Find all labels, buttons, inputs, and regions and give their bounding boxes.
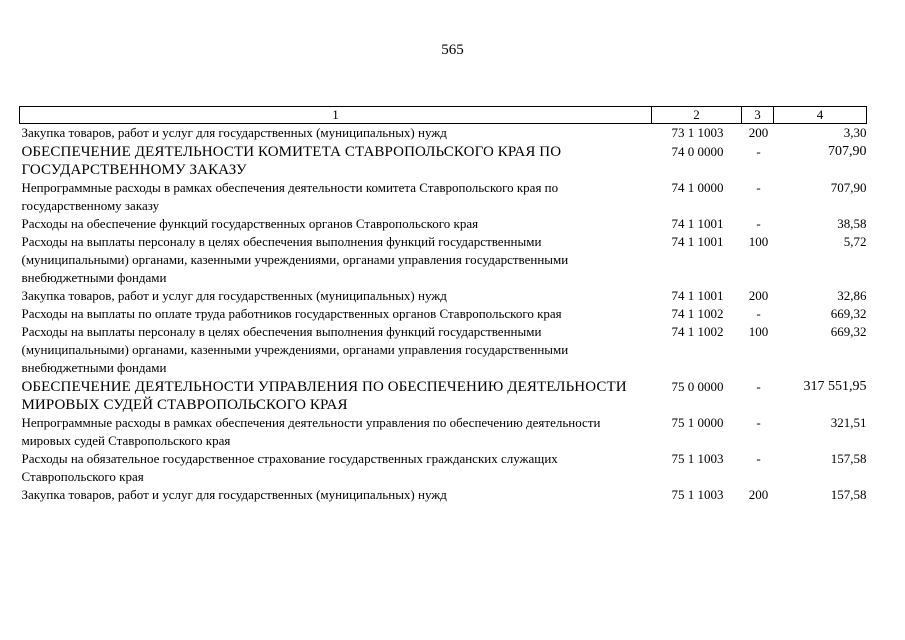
row-name-cell: Закупка товаров, работ и услуг для государственных (муниципальных) нужд bbox=[21, 125, 447, 140]
page-number: 565 bbox=[441, 42, 464, 58]
row-code-cell: 74 1 0000 bbox=[671, 180, 724, 195]
row-name-cell: Расходы на обеспечение функций государственных органов Ставропольского края bbox=[21, 216, 479, 231]
table-row bbox=[20, 179, 867, 215]
column-header-name: 1 bbox=[20, 107, 652, 124]
row-code-cell: 74 1 1002 bbox=[671, 324, 724, 339]
row-vr-cell: 100 bbox=[748, 234, 769, 249]
row-amount-cell: 317 551,95 bbox=[803, 379, 867, 394]
row-vr-cell: - bbox=[756, 144, 761, 159]
row-vr-cell: 200 bbox=[748, 125, 769, 140]
column-header-code: 2 bbox=[652, 107, 742, 124]
row-name-cell: Закупка товаров, работ и услуг для государственных (муниципальных) нужд bbox=[21, 288, 447, 303]
row-name-cell: Непрограммные расходы в рамках обеспечения деятельности комитета Ставропольского края по государственному заказу bbox=[21, 180, 559, 213]
row-vr-cell: - bbox=[756, 306, 761, 321]
row-code-cell: 74 1 1001 bbox=[671, 288, 724, 303]
row-name-cell: Непрограммные расходы в рамках обеспечения деятельности управления по обеспечению деятельности мировых судей Ставропольского края bbox=[21, 415, 601, 448]
table-row bbox=[20, 414, 867, 450]
row-amount-cell: 157,58 bbox=[830, 451, 867, 466]
row-amount-cell: 5,72 bbox=[843, 234, 867, 249]
row-code-cell: 75 1 0000 bbox=[671, 415, 724, 430]
table-row bbox=[20, 215, 867, 233]
row-name-cell: Расходы на выплаты персоналу в целях обеспечения выполнения функций государственными (муниципальными) органами, казенными учреждениями, органами управления государственными внебюджетными фондами bbox=[21, 324, 569, 375]
row-vr-cell: - bbox=[756, 379, 761, 394]
row-code-cell: 74 1 1001 bbox=[671, 216, 724, 231]
row-code-cell: 75 1 1003 bbox=[671, 487, 724, 502]
row-vr-cell: 200 bbox=[748, 288, 769, 303]
row-amount-cell: 669,32 bbox=[830, 324, 867, 339]
row-amount-cell: 707,90 bbox=[828, 144, 867, 159]
column-header-vr: 3 bbox=[742, 107, 774, 124]
table-row bbox=[20, 287, 867, 305]
row-vr-cell: 100 bbox=[748, 324, 769, 339]
row-amount-cell: 321,51 bbox=[830, 415, 867, 430]
row-code-cell: 74 1 1002 bbox=[671, 306, 724, 321]
row-vr-cell: - bbox=[756, 216, 761, 231]
column-header-amount: 4 bbox=[774, 107, 867, 124]
row-amount-cell: 3,30 bbox=[843, 125, 867, 140]
row-name-cell: Закупка товаров, работ и услуг для государственных (муниципальных) нужд bbox=[21, 487, 447, 502]
table-row bbox=[20, 305, 867, 323]
row-code-cell: 74 1 1001 bbox=[671, 234, 724, 249]
row-amount-cell: 157,58 bbox=[830, 487, 867, 502]
row-name-cell: ОБЕСПЕЧЕНИЕ ДЕЯТЕЛЬНОСТИ КОМИТЕТА СТАВРОПОЛЬСКОГО КРАЯ ПО ГОСУДАРСТВЕННОМУ ЗАКАЗУ bbox=[21, 144, 562, 178]
row-name-cell: Расходы на выплаты персоналу в целях обеспечения выполнения функций государственными (муниципальными) органами, казенными учреждениями, органами управления государственными внебюджетными фондами bbox=[21, 234, 569, 285]
row-amount-cell: 38,58 bbox=[837, 216, 867, 231]
row-vr-cell: - bbox=[756, 415, 761, 430]
budget-table bbox=[19, 106, 867, 504]
row-code-cell: 74 0 0000 bbox=[671, 144, 724, 159]
row-vr-cell: - bbox=[756, 180, 761, 195]
row-name-cell: Расходы на обязательное государственное страхование государственных гражданских служащих Ставропольского края bbox=[21, 451, 558, 484]
row-name-cell: ОБЕСПЕЧЕНИЕ ДЕЯТЕЛЬНОСТИ УПРАВЛЕНИЯ ПО ОБЕСПЕЧЕНИЮ ДЕЯТЕЛЬНОСТИ МИРОВЫХ СУДЕЙ СТАВРОПОЛЬСКОГО КРАЯ bbox=[21, 379, 627, 413]
table-header-row bbox=[20, 107, 867, 124]
row-vr-cell: - bbox=[756, 451, 761, 466]
row-code-cell: 75 0 0000 bbox=[671, 379, 724, 394]
table-row bbox=[20, 124, 867, 143]
row-code-cell: 75 1 1003 bbox=[671, 451, 724, 466]
table-row bbox=[20, 233, 867, 287]
row-name-cell: Расходы на выплаты по оплате труда работников государственных органов Ставропольского края bbox=[21, 306, 562, 321]
row-amount-cell: 707,90 bbox=[830, 180, 867, 195]
table-row bbox=[20, 377, 867, 414]
row-code-cell: 73 1 1003 bbox=[671, 125, 724, 140]
row-amount-cell: 669,32 bbox=[830, 306, 867, 321]
table-row bbox=[20, 323, 867, 377]
row-amount-cell: 32,86 bbox=[837, 288, 867, 303]
table-row bbox=[20, 486, 867, 504]
table-row bbox=[20, 450, 867, 486]
table-row bbox=[20, 142, 867, 179]
row-vr-cell: 200 bbox=[748, 487, 769, 502]
